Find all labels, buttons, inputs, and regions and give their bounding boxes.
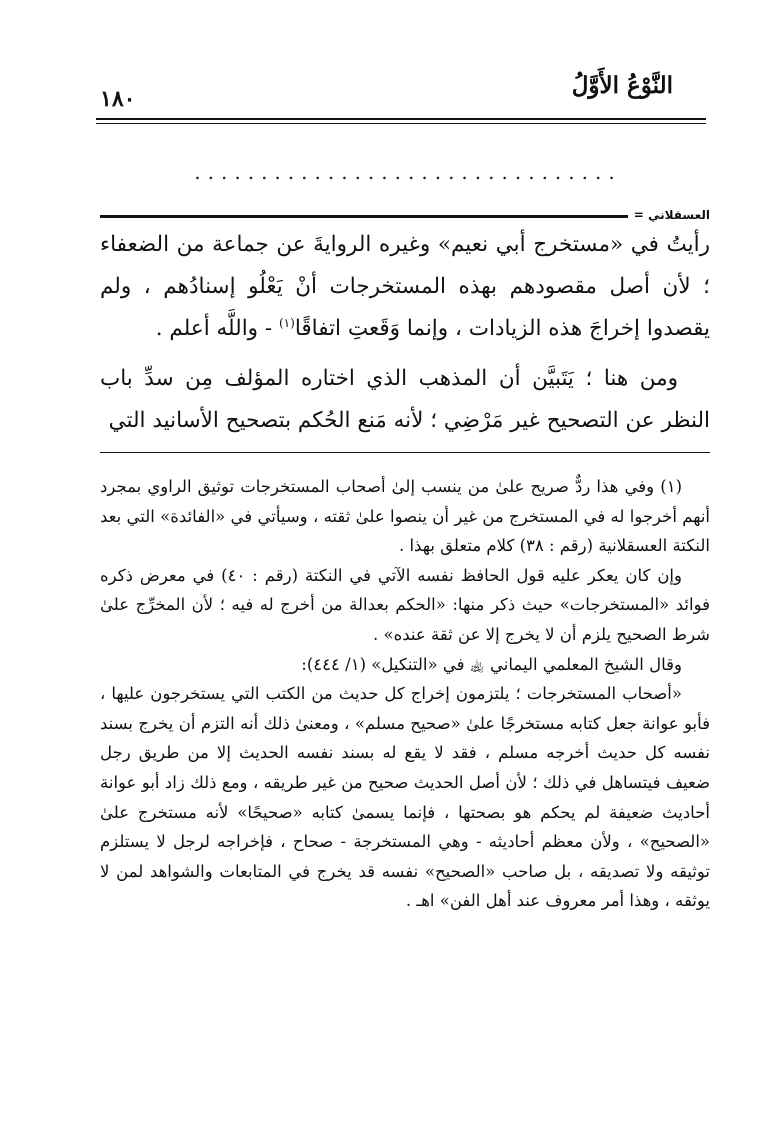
footnote-paragraph: وإن كان يعكر عليه قول الحافظ نفسه الآتي في النكتة (رقم : ٤٠) في معرض ذكره فوائد «المستخرجات» حيث ذكر منها: «الحكم بعدالة من أخرج له فيه ؛ لأن المخرِّج علىٰ شرط الصحيح يلزم أن لا يخرج إلا عن ثقة عنده» . [100, 565, 710, 644]
main-paragraph-1 [100, 224, 710, 350]
commentator-label: العسقلاني = [633, 208, 710, 222]
header-rule [96, 118, 706, 124]
main-paragraph-2: ومن هنا ؛ يَتَبيَّن أن المذهب الذي اختاره المؤلف مِن سدِّ باب النظر عن التصحيح غير مَرْضِي ؛ لأنه مَنع الحُكم بتصحيح الأسانيد التي [100, 366, 710, 433]
footnote-reference: (١) [278, 315, 295, 330]
ellipsis-separator: ................................ [194, 160, 622, 184]
footnote-paragraph: وقال الشيخ المعلمي اليماني ﵀ في «التنكيل» (١/ ٤٤٤): [301, 654, 682, 674]
page-number: ١٨٠ [100, 86, 136, 112]
main-paragraph-1-end: - واللَّه أعلم . [155, 316, 279, 341]
main-text [100, 224, 710, 442]
footnote-quote: «أصحاب المستخرجات ؛ يلتزمون إخراج كل حديث من الكتب التي يستخرجون عليها ، فأبو عوانة جعل كتابه مستخرجًا علىٰ «صحيح مسلم» ، ومعنىٰ ذلك أنه التزم أن يخرج بسند نفسه كل حديث أخرجه مسلم ، فقد لا يقع له بسند نفسه الحديث إلا من طريق رجل ضعيف فيتساهل في ذلك ؛ لأن أصل الحديث صحيح من غير طريقه ، ومع ذلك زاد أبو عوانة أحاديث ضعيفة لم يحكم هو بصحتها ، فإنما يسمىٰ كتابه «صحيحًا» لأنه مستخرج علىٰ «الصحيح» ، ولأن معظم أحاديثه - وهي المستخرجة - صحاح ، فإخراجه لرجل لا يستلزم توثيقه ولا تصديقه ، بل صاحب «الصحيح» نفسه قد يخرج في المتابعات والشواهد لمن لا يوثقه ، وهذا أمر معروف عند أهل الفن» اهـ . [100, 684, 710, 911]
running-title: النَّوْعُ الأَوَّلُ [571, 72, 673, 99]
commentator-line [100, 208, 710, 222]
footnote-1: (١) وفي هذا ردٌّ صريح علىٰ من ينسب إلىٰ أصحاب المستخرجات توثيق الراوي بمجرد أنهم أخرجوا له في المستخرج من غير أن ينصوا علىٰ ثقته ، وسيأتي في «الفائدة» التي بعد النكتة العسقلانية (رقم : ٣٨) كلام متعلق بهذا . [100, 477, 710, 556]
footnotes [100, 472, 710, 916]
main-paragraph-1-text: رأيتُ في «مستخرج أبي نعيم» وغيره الروايةَ عن جماعة من الضعفاء ؛ لأن أصل مقصودهم بهذه المستخرجات أنْ يَعْلُو إسنادُهم ، ولم يقصدوا إخراجَ هذه الزيادات ، وإنما وَقَعتِ اتفاقًا [100, 232, 710, 341]
footnote-separator [100, 452, 710, 453]
commentator-rule [100, 215, 628, 218]
